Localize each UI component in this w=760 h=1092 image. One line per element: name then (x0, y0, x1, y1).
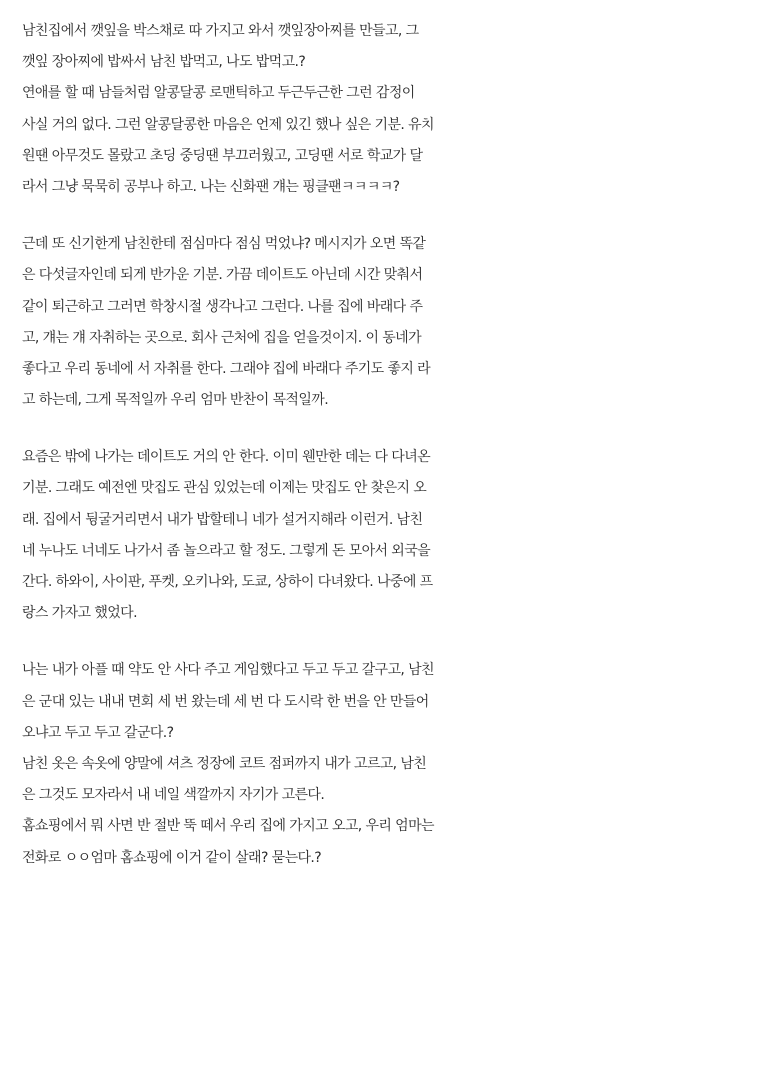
text-line: 은 그것도 모자라서 내 네일 색깔까지 자기가 고른다. (22, 787, 325, 804)
text-line: 고 하는데, 그게 목적일까 우리 엄마 반찬이 목적일까. (22, 392, 329, 409)
text-line: 은 다섯글자인데 되게 반가운 기분. 가끔 데이트도 아닌데 시간 맞춰서 (22, 267, 423, 284)
paragraph-2 (22, 229, 744, 416)
text-line: 은 군대 있는 내내 면회 세 번 왔는데 세 번 다 도시락 한 번을 안 만들어 (22, 693, 429, 710)
text-line: 홈쇼핑에서 뭐 사면 반 절반 뚝 떼서 우리 집에 가지고 오고, 우리 엄마는 (22, 818, 434, 835)
paragraph-3 (22, 442, 744, 629)
text-line: 랑스 가자고 했었다. (22, 605, 137, 622)
paragraph-1 (22, 16, 744, 203)
document-body (22, 16, 744, 874)
text-line: 사실 거의 없다. 그런 알콩달콩한 마음은 언제 있긴 했나 싶은 기분. 유치 (22, 116, 434, 133)
text-line: 기분. 그래도 예전엔 맛집도 관심 있었는데 이제는 맛집도 안 찾은지 오 (22, 480, 427, 497)
text-line: 전화로 ㅇㅇ엄마 홈쇼핑에 이거 같이 살래? 묻는다.? (22, 849, 322, 866)
text-line: 남친 옷은 속옷에 양말에 셔츠 정장에 코트 점퍼까지 내가 고르고, 남친 (22, 755, 427, 772)
text-line: 요즘은 밖에 나가는 데이트도 거의 안 한다. 이미 웬만한 데는 다 다녀온 (22, 449, 431, 466)
text-line: 네 누나도 너네도 나가서 좀 놀으라고 할 정도. 그렇게 돈 모아서 외국을 (22, 542, 431, 559)
paragraph-4 (22, 655, 744, 873)
text-line: 연애를 할 때 남들처럼 알콩달콩 로맨틱하고 두근두근한 그런 감정이 (22, 85, 415, 102)
text-line: 고, 걔는 걔 자취하는 곳으로. 회사 근처에 집을 얻을것이지. 이 동네가 (22, 329, 421, 346)
text-line: 같이 퇴근하고 그러면 학창시절 생각나고 그런다. 나를 집에 바래다 주 (22, 298, 423, 315)
text-line: 남친집에서 깻잎을 박스채로 따 가지고 와서 깻잎장아찌를 만들고, 그 (22, 23, 419, 39)
text-line: 라서 그냥 묵묵히 공부나 하고. 나는 신화팬 걔는 핑클팬ㅋㅋㅋㅋ? (22, 178, 400, 195)
text-line: 오냐고 두고 두고 갈군다.? (22, 724, 174, 741)
text-line: 나는 내가 아플 때 약도 안 사다 주고 게임했다고 두고 두고 갈구고, 남친 (22, 662, 434, 679)
text-line: 근데 또 신기한게 남친한테 점심마다 점심 먹었냐? 메시지가 오면 똑같 (22, 236, 426, 253)
text-line: 원땐 아무것도 몰랐고 초딩 중딩땐 부끄러웠고, 고딩땐 서로 학교가 달 (22, 147, 423, 164)
text-line: 래. 집에서 뒹굴거리면서 내가 밥할테니 네가 설거지해라 이런거. 남친 (22, 511, 423, 528)
text-line: 좋다고 우리 동네에 서 자취를 한다. 그래야 집에 바래다 주기도 좋지 라 (22, 360, 431, 377)
text-line: 깻잎 장아찌에 밥싸서 남친 밥먹고, 나도 밥먹고.? (22, 54, 306, 71)
text-line: 간다. 하와이, 사이판, 푸켓, 오키나와, 도쿄, 상하이 다녀왔다. 나중에 프 (22, 574, 433, 590)
